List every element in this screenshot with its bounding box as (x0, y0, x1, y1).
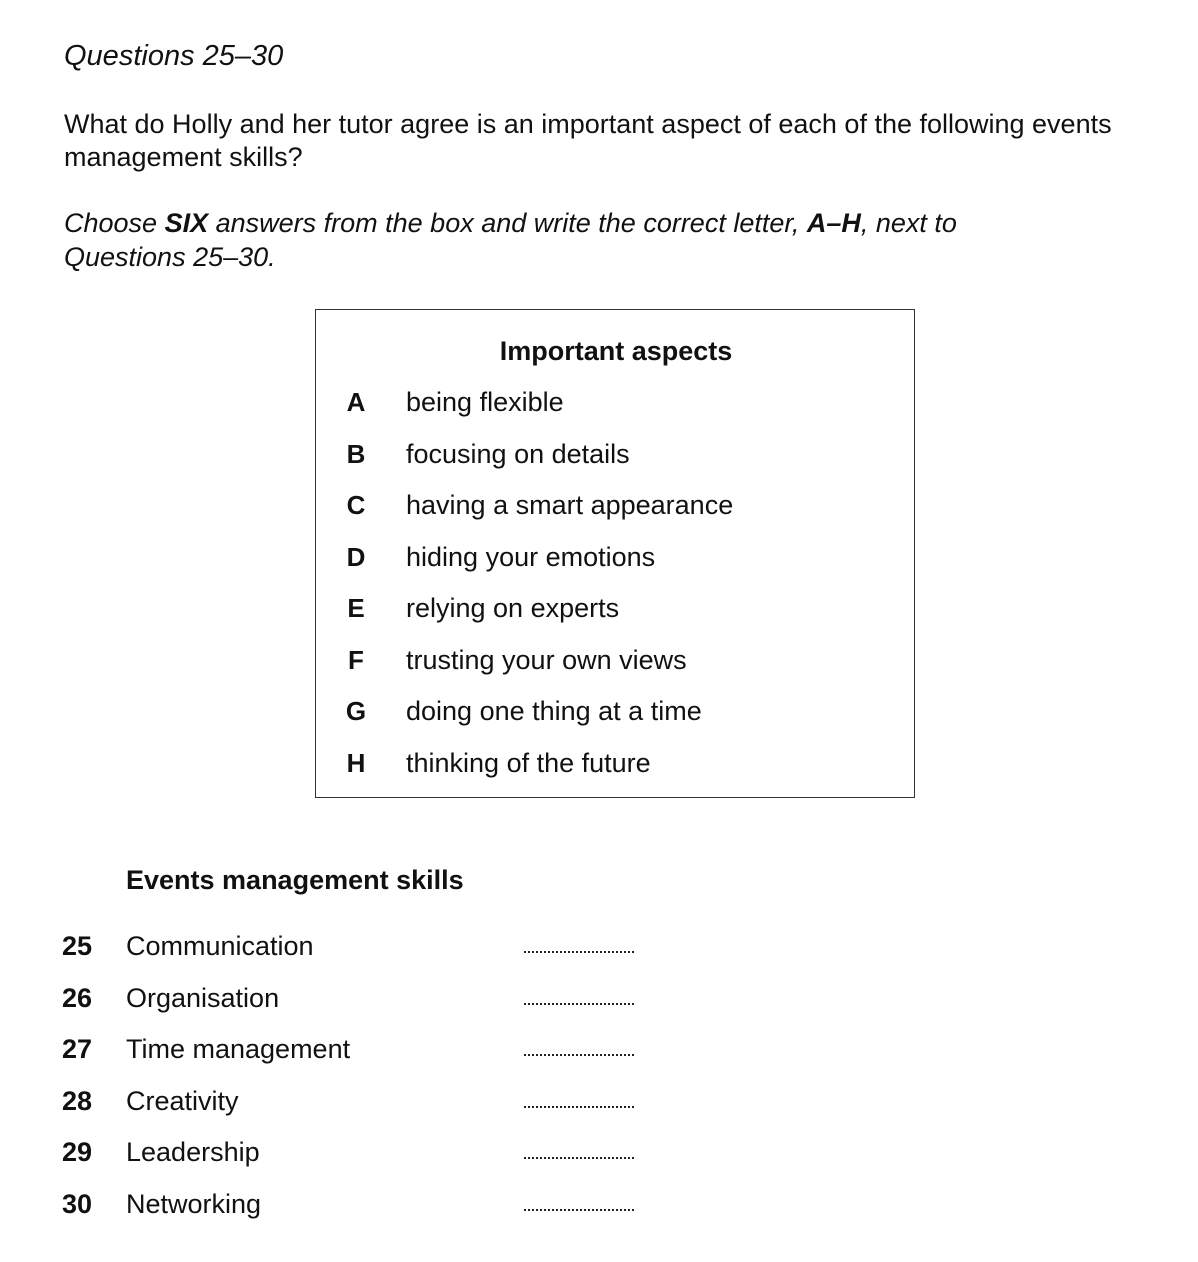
option-letter: B (346, 439, 366, 469)
questions-heading: Questions 25–30 (64, 40, 284, 72)
instruction-bold-count: SIX (164, 208, 209, 238)
option-letter: A (346, 387, 366, 417)
option-letter: C (346, 490, 366, 520)
option-item (316, 382, 914, 422)
skill-name: Creativity (126, 1086, 239, 1116)
skills-section-title: Events management skills (126, 865, 464, 895)
question-number: 27 (62, 1034, 93, 1064)
question-number: 29 (62, 1137, 93, 1167)
option-text: focusing on details (406, 439, 630, 469)
option-text: being flexible (406, 387, 564, 417)
option-text: thinking of the future (406, 748, 651, 778)
option-item (316, 537, 914, 577)
instruction-bold-range: A–H (806, 208, 861, 238)
option-item (316, 434, 914, 474)
option-item (316, 691, 914, 731)
option-item (316, 588, 914, 628)
option-text: hiding your emotions (406, 542, 656, 572)
answer-blank[interactable] (524, 1209, 634, 1211)
instruction-text (64, 206, 1064, 274)
skill-name: Organisation (126, 983, 280, 1013)
answer-blank[interactable] (524, 1157, 634, 1159)
question-number: 28 (62, 1086, 93, 1116)
question-number: 25 (62, 931, 93, 961)
option-letter: D (346, 542, 366, 572)
option-letter: F (348, 645, 364, 675)
question-number: 26 (62, 983, 93, 1013)
question-text: What do Holly and her tutor agree is an important aspect of each of the following events management skills? (64, 109, 1112, 172)
option-text: doing one thing at a time (406, 696, 702, 726)
option-item (316, 485, 914, 525)
important-aspects-box (315, 309, 915, 798)
answer-blank[interactable] (524, 1106, 634, 1108)
skill-question-29 (0, 1132, 700, 1172)
skill-name: Networking (126, 1189, 262, 1219)
skill-question-26 (0, 978, 700, 1018)
skill-name: Communication (126, 931, 314, 961)
answer-blank[interactable] (524, 1003, 634, 1005)
instruction-part-3: , next to Questions 25–30. (64, 208, 957, 272)
question-number: 30 (62, 1189, 93, 1219)
option-item (316, 640, 914, 680)
option-item (316, 743, 914, 783)
instruction-part-2: answers from the box and write the correct letter, (208, 208, 807, 238)
option-letter: E (347, 593, 365, 623)
skill-name: Time management (126, 1034, 351, 1064)
option-letter: H (346, 748, 366, 778)
skill-question-27 (0, 1029, 700, 1069)
skill-question-30 (0, 1184, 700, 1224)
skill-name: Leadership (126, 1137, 260, 1167)
instruction-part-1: Choose (64, 208, 165, 238)
option-text: trusting your own views (406, 645, 687, 675)
option-letter: G (345, 696, 367, 726)
options-box-title: Important aspects (499, 336, 733, 366)
skill-question-28 (0, 1081, 700, 1121)
answer-blank[interactable] (524, 1054, 634, 1056)
answer-blank[interactable] (524, 951, 634, 953)
skill-question-25 (0, 926, 700, 966)
option-text: relying on experts (406, 593, 620, 623)
option-text: having a smart appearance (406, 490, 734, 520)
